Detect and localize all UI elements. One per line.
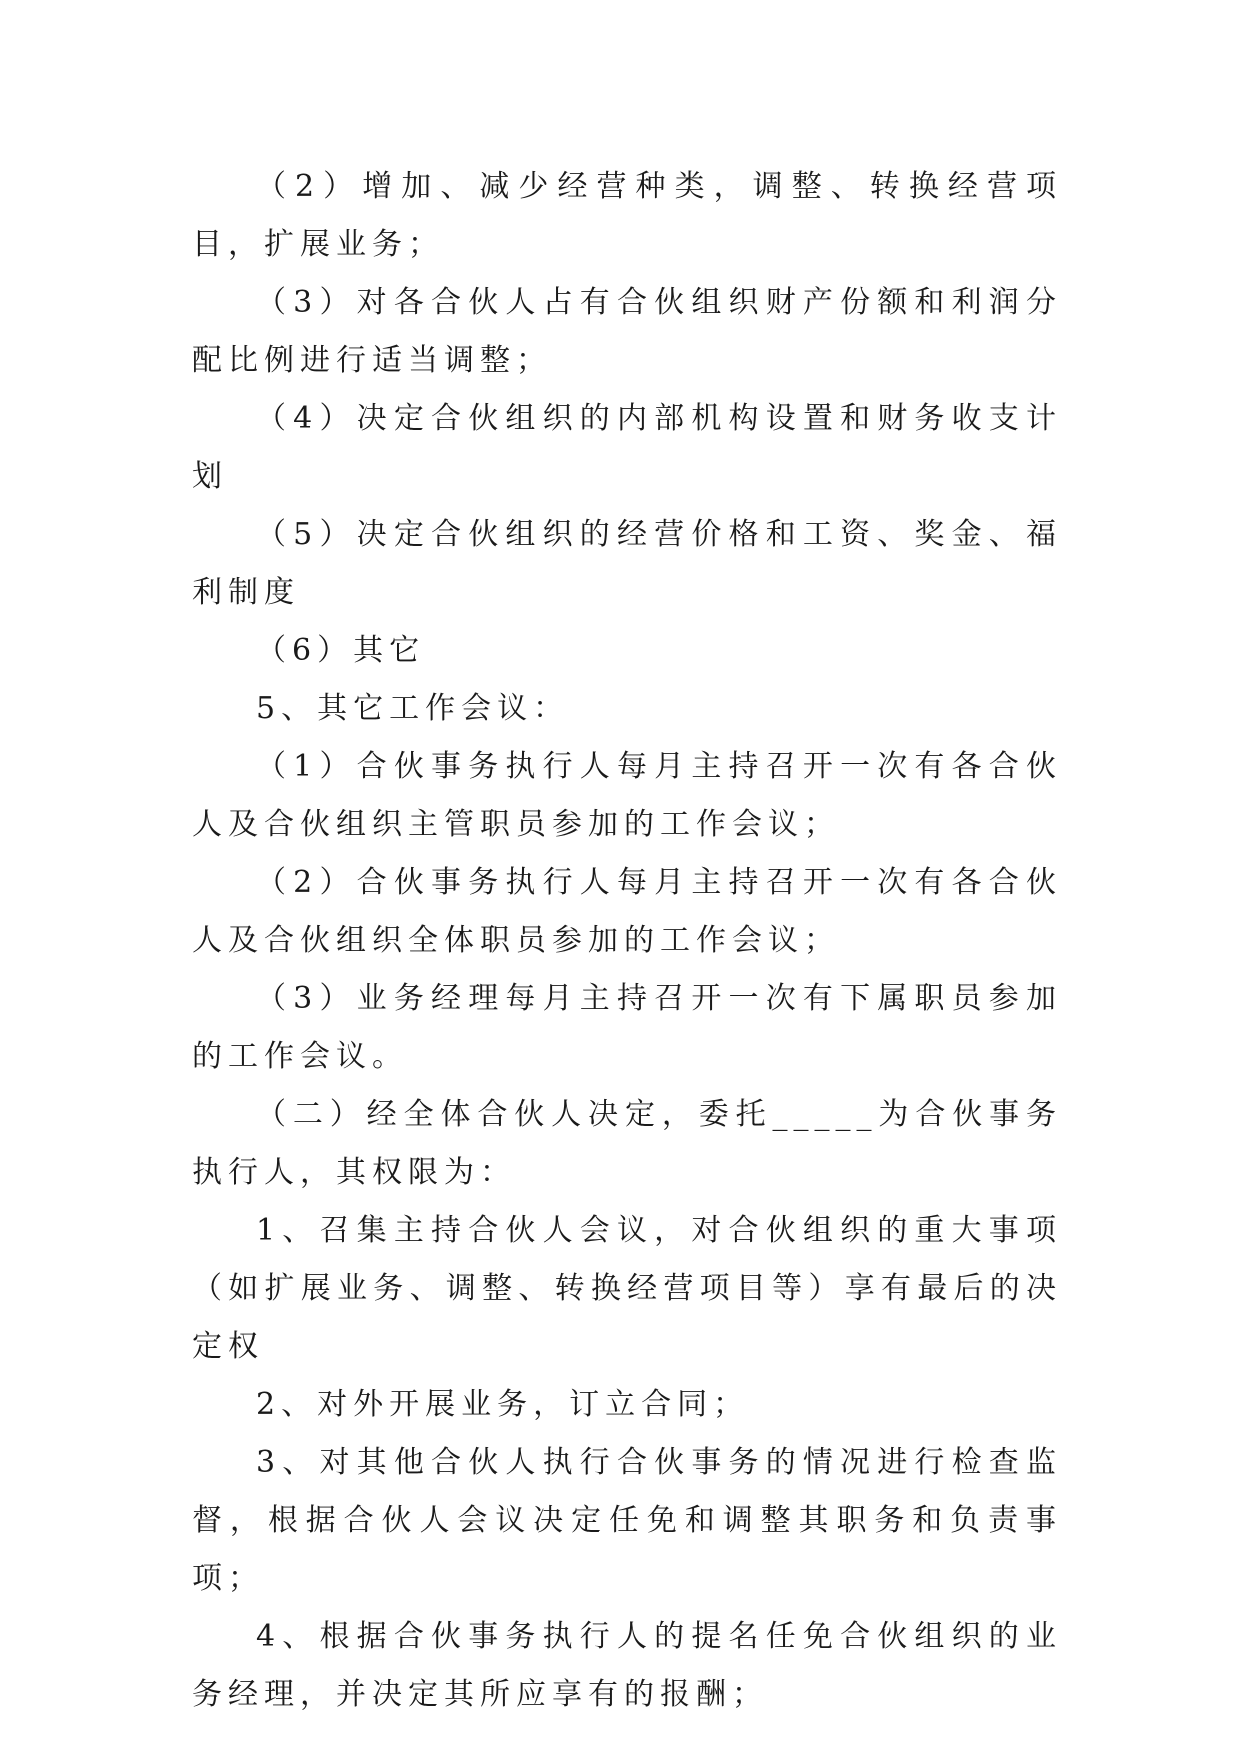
paragraph-item-3-adjust-shares: （3）对各合伙人占有合伙组织财产份额和利润分配比例进行适当调整； xyxy=(192,285,1062,378)
paragraph-authority-4: 4、根据合伙事务执行人的提名任免合伙组织的业务经理，并决定其所应享有的报酬； xyxy=(192,1619,1062,1712)
paragraph-authority-2: 2、对外开展业务，订立合同； xyxy=(256,1387,750,1422)
paragraph-item-6-other: （6）其它 xyxy=(256,633,426,668)
paragraph-item-4-internal-structure: （4）决定合伙组织的内部机构设置和财务收支计划 xyxy=(192,401,1062,494)
paragraph-meeting-3: （3）业务经理每月主持召开一次有下属职员参加的工作会议。 xyxy=(192,981,1062,1074)
paragraph-item-2-adjust-business: （2）增加、减少经营种类，调整、转换经营项目，扩展业务； xyxy=(192,169,1062,262)
section-5-other-meetings: 5、其它工作会议： xyxy=(256,691,570,726)
section-2-executive-partner: （二）经全体合伙人决定，委托_____为合伙事务执行人，其权限为： xyxy=(192,1097,1062,1190)
paragraph-meeting-2: （2）合伙事务执行人每月主持召开一次有各合伙人及合伙组织全体职员参加的工作会议； xyxy=(192,865,1062,958)
paragraph-authority-1: 1、召集主持合伙人会议，对合伙组织的重大事项（如扩展业务、调整、转换经营项目等）享有最后的决定权 xyxy=(192,1213,1062,1364)
paragraph-item-5-pricing-salary: （5）决定合伙组织的经营价格和工资、奖金、福利制度 xyxy=(192,517,1062,610)
document-body xyxy=(192,158,1062,1724)
paragraph-authority-3: 3、对其他合伙人执行合伙事务的情况进行检查监督，根据合伙人会议决定任免和调整其职务和负责事项； xyxy=(192,1445,1062,1596)
paragraph-meeting-1: （1）合伙事务执行人每月主持召开一次有各合伙人及合伙组织主管职员参加的工作会议； xyxy=(192,749,1062,842)
